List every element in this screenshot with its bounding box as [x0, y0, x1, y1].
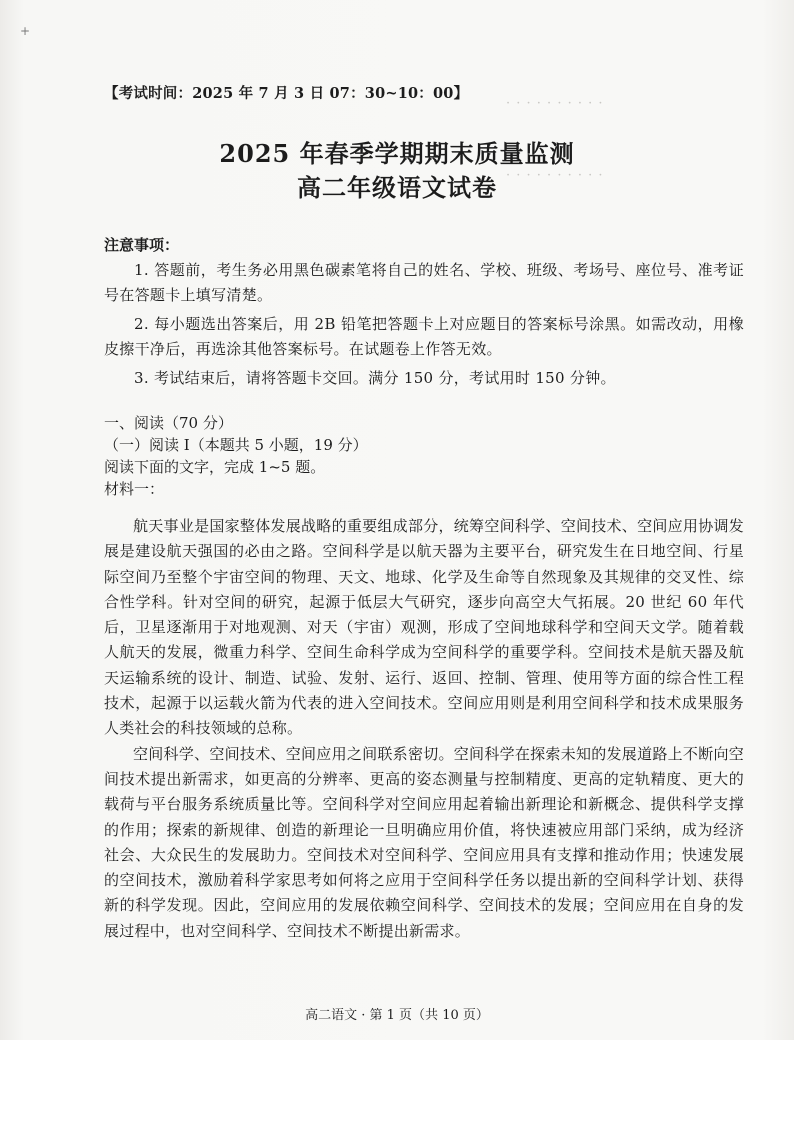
corner-mark: +: [20, 24, 31, 38]
notes-list: [104, 258, 744, 391]
note-item: 3. 考试结束后，请将答题卡交回。满分 150 分，考试用时 150 分钟。: [134, 369, 616, 387]
instruction: 阅读下面的文字，完成 1~5 题。: [104, 458, 326, 476]
note-item: 1. 答题前，考生务必用黑色碳素笔将自己的姓名、学校、班级、考场号、座位号、准考证号在答题卡上填写清楚。: [104, 261, 744, 304]
bleed-through-text: · · · · · · · · · ·: [506, 96, 604, 111]
sub-title: （一）阅读 I（本题共 5 小题，19 分）: [104, 436, 368, 454]
exam-subtitle: 高二年级语文试卷: [297, 173, 497, 202]
bleed-through-text: · · · · · · · · · ·: [506, 168, 604, 183]
section-header: [104, 412, 744, 500]
exam-title: 2025 年春季学期期末质量监测: [219, 139, 575, 168]
page-margin-bottom: [0, 1040, 794, 1123]
notes-heading: 注意事项：: [104, 236, 180, 254]
passage-paragraph: 空间科学、空间技术、空间应用之间联系密切。空间科学在探索未知的发展道路上不断向空间技术提出新需求，如更高的分辨率、更高的姿态测量与控制精度、更高的定轨精度、更大的载荷与平台服务系统质量比等。空间科学对空间应用起着输出新理论和新概念、提供科学支撑的作用；探索的新规律、创造的新理论一旦明确应用价值，将快速被应用部门采纳，成为经济社会、大众民生的发展助力。空间技术对空间科学、空间应用具有支撑和推动作用；快速发展的空间技术，激励着科学家思考如何将之应用于空间科学任务以提出新的空间科学计划、获得新的科学发现。因此，空间应用的发展依赖空间科学、空间技术的发展；空间应用在自身的发展过程中，也对空间科学、空间技术不断提出新需求。: [104, 744, 744, 940]
passage-paragraph: 航天事业是国家整体发展战略的重要组成部分，统筹空间科学、空间技术、空间应用协调发展是建设航天强国的必由之路。空间科学是以航天器为主要平台，研究发生在日地空间、行星际空间乃至整个宇宙空间的物理、天文、地球、化学及生命等自然现象及其规律的交叉性、综合性学科。针对空间的研究，起源于低层大气研究，逐步向高空大气拓展。20 世纪 60 年代后，卫星逐渐用于对地观测、对天（宇宙）观测，形成了空间地球科学和空间天文学。随着载人航天的发展，微重力科学、空间生命科学成为空间科学的重要学科。空间技术是航天器及航天运输系统的设计、制造、试验、发射、运行、返回、控制、管理、使用等方面的综合性工程技术，起源于以运载火箭为代表的进入空间技术。空间应用则是利用空间科学和技术成果服务人类社会的科技领域的总称。: [104, 517, 744, 738]
material-label: 材料一：: [104, 480, 165, 498]
note-item: 2. 每小题选出答案后，用 2B 铅笔把答题卡上对应题目的答案标号涂黑。如需改动，用橡皮擦干净后，再选涂其他答案标号。在试题卷上作答无效。: [104, 315, 744, 358]
page-footer: 高二语文 · 第 1 页（共 10 页）: [305, 1008, 489, 1023]
reading-passage: [104, 514, 744, 944]
exam-time: 【考试时间：2025 年 7 月 3 日 07：30~10：00】: [104, 85, 469, 102]
part-title: 一、阅读（70 分）: [104, 414, 233, 432]
